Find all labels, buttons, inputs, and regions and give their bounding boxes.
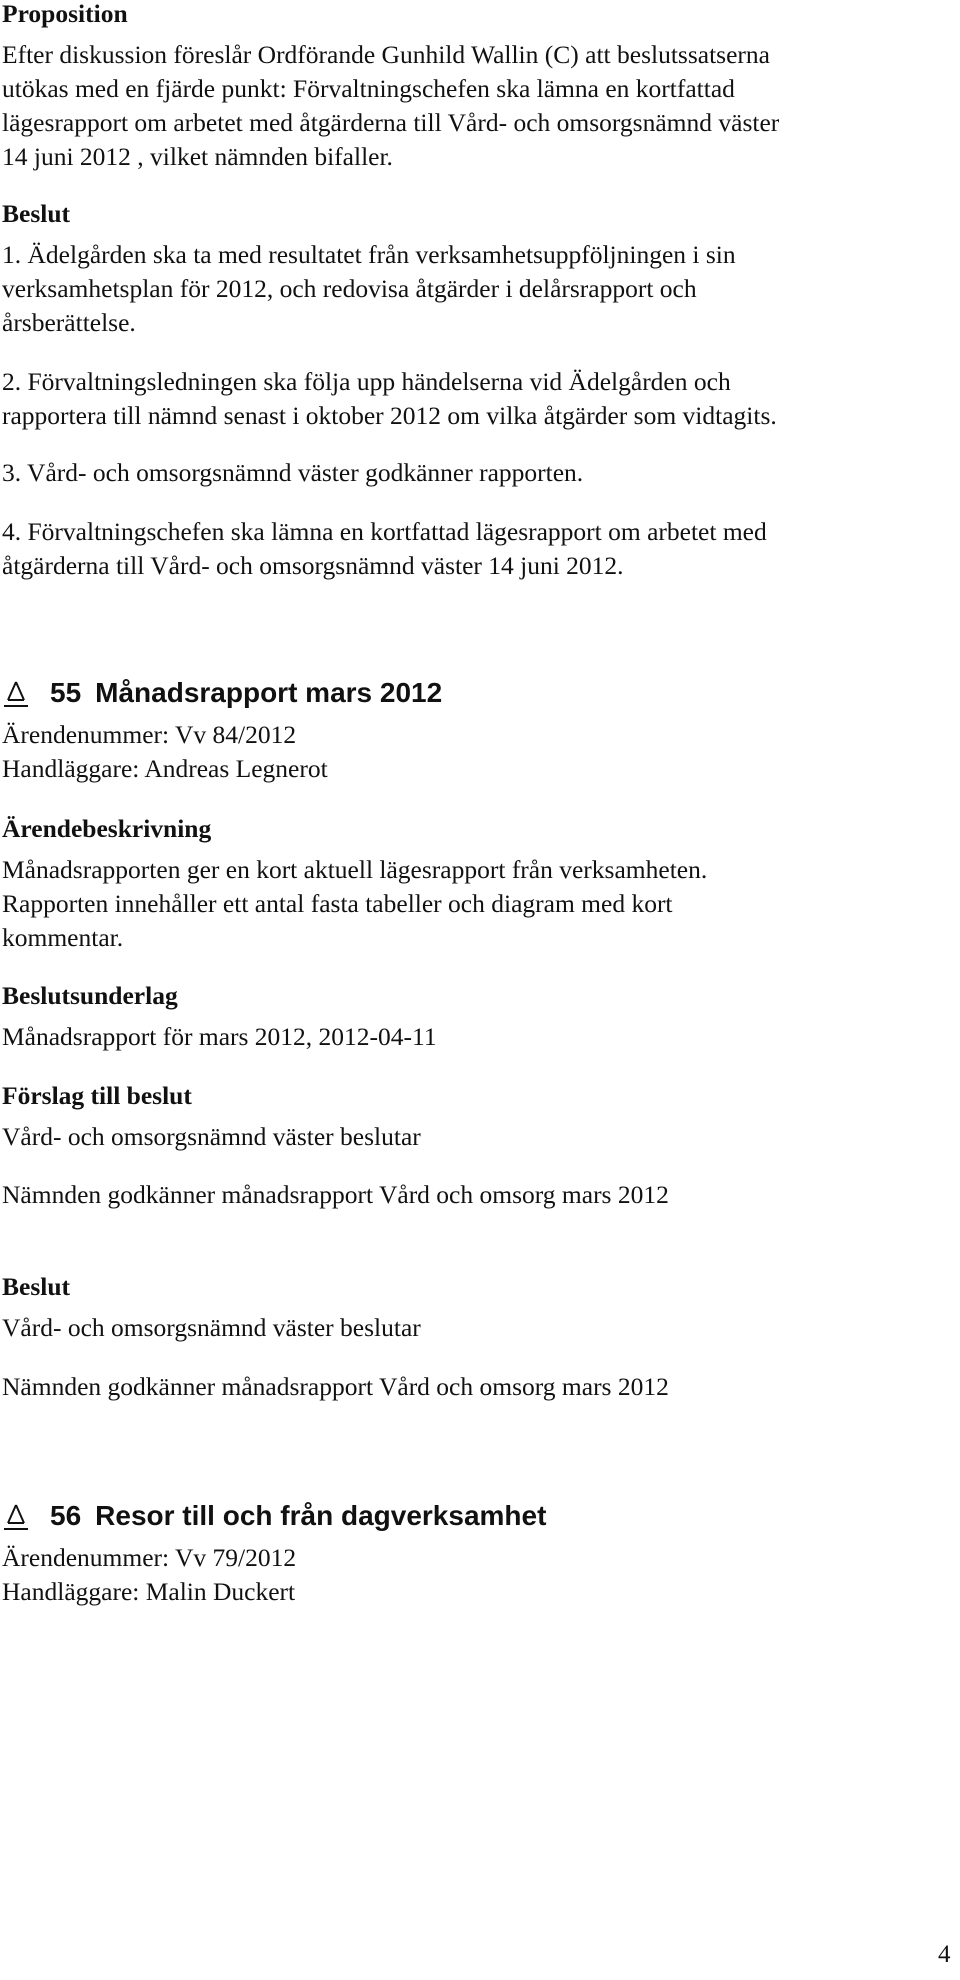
arendebeskrivning-heading: Ärendebeskrivning [2,814,212,843]
section-55-arendenummer: Ärendenummer: Vv 84/2012 [2,720,297,749]
arendebeskrivning-line-2: Rapporten innehåller ett antal fasta tabeller och diagram med kort [2,889,673,918]
section-56-number: 56 [50,1500,82,1531]
proposition-line-2: utökas med en fjärde punkt: Förvaltningschefen ska lämna en kortfattad [2,74,735,103]
beslut-item3-line-1: 3. Vård- och omsorgsnämnd väster godkänner rapporten. [2,458,584,487]
beslut-heading: Beslut [2,199,71,228]
proposition-line-3: lägesrapport om arbetet med åtgärderna till Vård- och omsorgsnämnd väster [2,108,780,137]
section-55-number: 55 [50,677,82,708]
section-55-beslut-text-2: Nämnden godkänner månadsrapport Vård och omsorg mars 2012 [2,1372,669,1401]
beslut-item2-line-1: 2. Förvaltningsledningen ska följa upp händelserna vid Ädelgården och [2,367,731,396]
section-55-title: Månadsrapport mars 2012 [95,677,443,708]
beslut-item4-line-2: åtgärderna till Vård- och omsorgsnämnd väster 14 juni 2012. [2,551,624,580]
section-symbol-icon [2,1501,30,1531]
beslut-item1-line-2: verksamhetsplan för 2012, och redovisa åtgärder i delårsrapport och [2,274,697,303]
section-symbol-icon [2,678,30,708]
beslut-item2-line-2: rapportera till nämnd senast i oktober 2012 om vilka åtgärder som vidtagits. [2,401,777,430]
beslut-item1-line-3: årsberättelse. [2,308,136,337]
forslag-heading: Förslag till beslut [2,1081,192,1110]
beslut-item1-line-1: 1. Ädelgården ska ta med resultatet från verksamhetsuppföljningen i sin [2,240,736,269]
section-56-handlaggare: Handläggare: Malin Duckert [2,1577,296,1606]
section-56-title: Resor till och från dagverksamhet [95,1500,547,1531]
section-56-arendenummer: Ärendenummer: Vv 79/2012 [2,1543,297,1572]
proposition-line-1: Efter diskussion föreslår Ordförande Gunhild Wallin (C) att beslutssatserna [2,40,770,69]
section-55-handlaggare: Handläggare: Andreas Legnerot [2,754,328,783]
beslutsunderlag-heading: Beslutsunderlag [2,981,178,1010]
beslutsunderlag-text: Månadsrapport för mars 2012, 2012-04-11 [2,1022,437,1051]
arendebeskrivning-line-3: kommentar. [2,923,124,952]
proposition-heading: Proposition [2,0,128,28]
section-55-beslut-heading: Beslut [2,1272,71,1301]
arendebeskrivning-line-1: Månadsrapporten ger en kort aktuell lägesrapport från verksamheten. [2,855,708,884]
forslag-text-1: Vård- och omsorgsnämnd väster beslutar [2,1122,421,1151]
proposition-line-4: 14 juni 2012 , vilket nämnden bifaller. [2,142,393,171]
section-55-heading [2,676,442,710]
section-55-beslut-text-1: Vård- och omsorgsnämnd väster beslutar [2,1313,421,1342]
section-56-heading [2,1499,546,1533]
page-number: 4 [938,1941,951,1968]
beslut-item4-line-1: 4. Förvaltningschefen ska lämna en kortfattad lägesrapport om arbetet med [2,517,767,546]
forslag-text-2: Nämnden godkänner månadsrapport Vård och omsorg mars 2012 [2,1180,669,1209]
